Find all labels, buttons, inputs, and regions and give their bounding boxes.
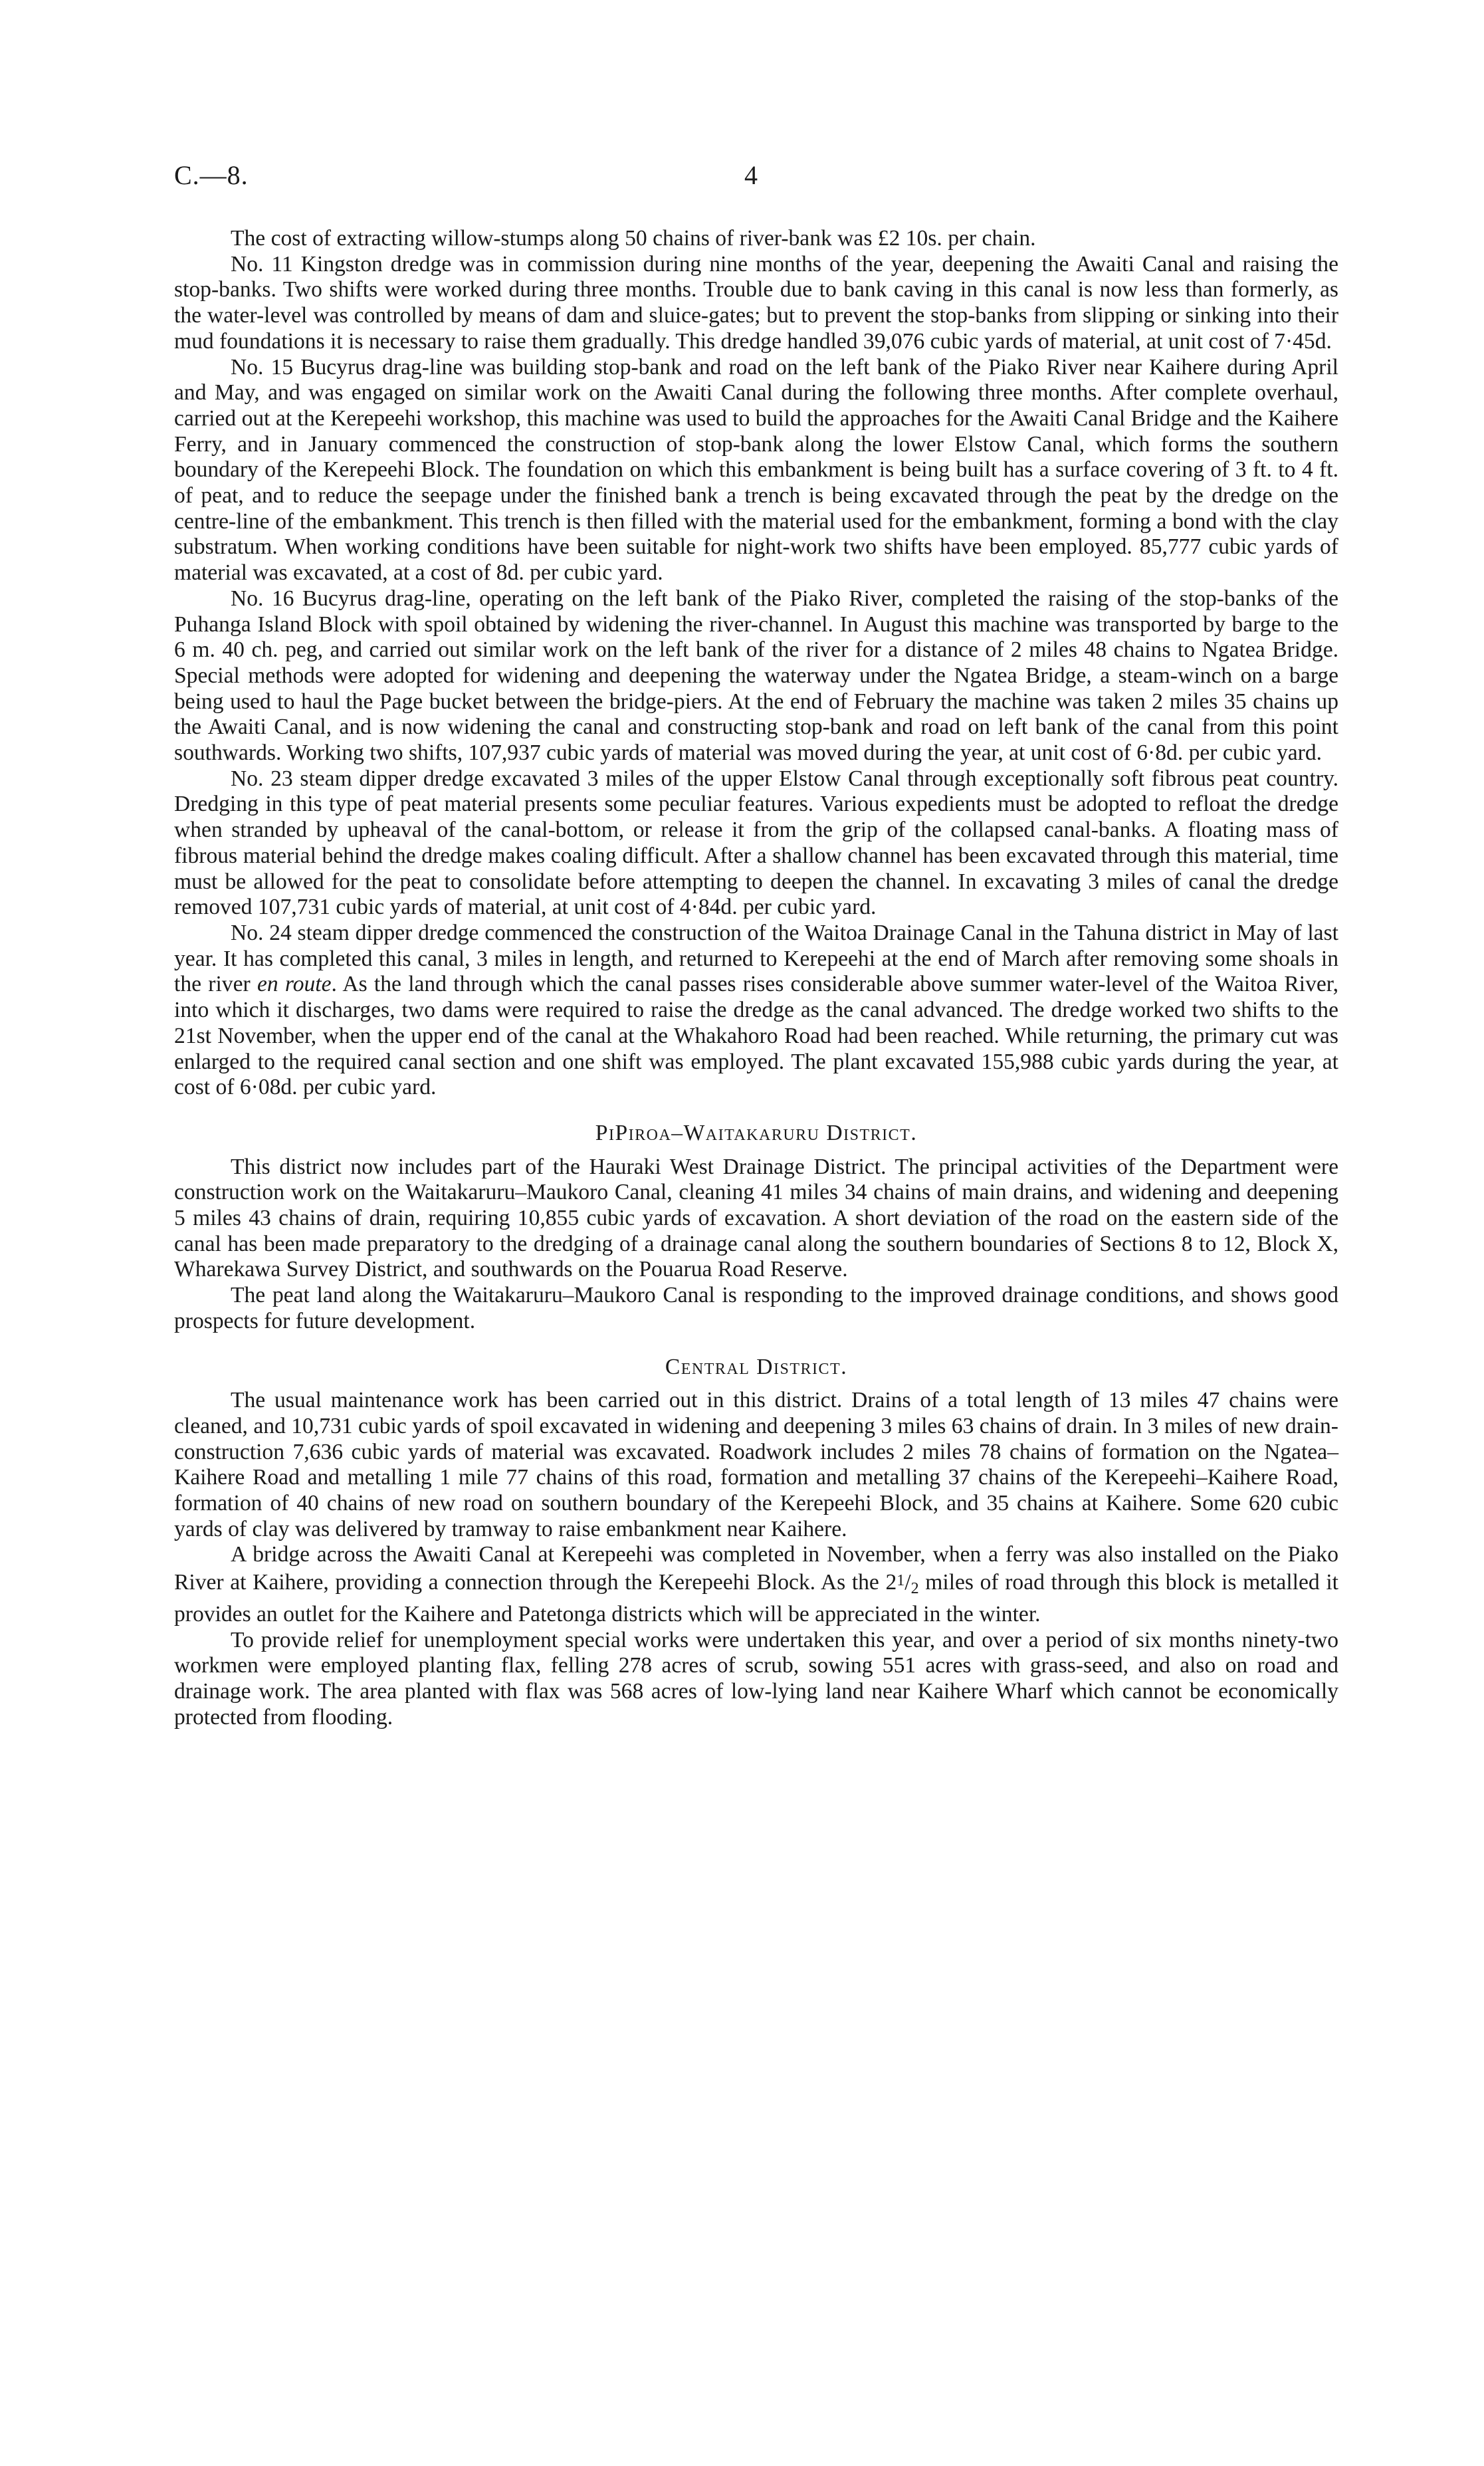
fraction-denominator: 2 bbox=[910, 1580, 919, 1598]
paragraph-bucyrus-16: No. 16 Bucyrus drag-line, operating on the left bank of the Piako River, completed the raising of the stop-banks of the Puhanga Island Block with spoil obtained by widening the river-channel. In August this machine was transported by barge to the 6 m. 40 ch. peg, and carried out similar work on the left bank of the river for a distance of 2 miles 48 chains to Ngatea Bridge. Special methods were adopted for widening and deepening the waterway under the Ngatea Bridge, a steam-winch on a barge being used to haul the Page bucket between the bridge-piers. At the end of February the machine was taken 2 miles 35 chains up the Awaiti Canal, and is now widening the canal and constructing stop-bank and road on left bank of the canal from this point southwards. Working two shifts, 107,937 cubic yards of material was moved during the year, at unit cost of 6·8d. per cubic yard. bbox=[174, 586, 1338, 766]
paragraph-dredge-23: No. 23 steam dipper dredge excavated 3 miles of the upper Elstow Canal through exceptionally soft fibrous peat country. Dredging in this type of peat material presents some peculiar features. Various expedients must be adopted to refloat the dredge when stranded by upheaval of the canal-bottom, or release it from the grip of the collapsed canal-banks. A floating mass of fibrous material behind the dredge makes coaling difficult. After a shallow channel has been excavated through this material, time must be allowed for the peat to consolidate before attempting to deepen the channel. In excavating 3 miles of canal the dredge removed 107,731 cubic yards of material, at unit cost of 4·84d. per cubic yard. bbox=[174, 766, 1338, 920]
paragraph-bridge-part2: miles of road through this block is metalled it provides an outlet for the Kaihere and Patetonga districts which will be appreciated in the winter. bbox=[174, 1570, 1338, 1626]
paragraph-bridge-part1: A bridge across the Awaiti Canal at Kerepeehi was completed in November, when a ferry was also installed on the Piako River at Kaihere, providing a connection through the Kerepeehi Block. As the 2 bbox=[174, 1542, 1338, 1595]
paragraph-unemployment-relief: To provide relief for unemployment special works were undertaken this year, and over a period of six months ninety-two workmen were employed planting flax, felling 278 acres of scrub, sowing 551 acres with grass-seed, and also on road and drainage work. The area planted with flax was 568 acres of low-lying land near Kaihere Wharf which cannot be economically protected from flooding. bbox=[174, 1627, 1338, 1730]
section-heading-central: Central District. bbox=[665, 1354, 848, 1379]
paragraph-willow-stumps: The cost of extracting willow-stumps along 50 chains of river-bank was £2 10s. per chain. bbox=[231, 226, 1036, 251]
paragraph-pipiroa-district: This district now includes part of the Hauraki West Drainage District. The principal activities of the Department were construction work on the Waitakaruru–Maukoro Canal, cleaning 41 miles 34 chains of main drains, and widening and deepening 5 miles 43 chains of drain, requiring 10,855 cubic yards of excavation. A short deviation of the road on the eastern side of the canal has been made preparatory to the dredging of a drainage canal along the southern boundaries of Sections 8 to 12, Block X, Wharekawa Survey District, and southwards on the Pouarua Road Reserve. bbox=[174, 1154, 1338, 1282]
paragraph-bucyrus-15: No. 15 Bucyrus drag-line was building stop-bank and road on the left bank of the Piako River near Kaihere during April and May, and was engaged on similar work on the Awaiti Canal during the following three months. After complete overhaul, carried out at the Kerepeehi workshop, this machine was used to build the approaches for the Awaiti Canal Bridge and the Kaihere Ferry, and in January commenced the construction of stop-bank along the lower Elstow Canal, which forms the southern boundary of the Kerepeehi Block. The foundation on which this embankment is being built has a surface covering of 3 ft. to 4 ft. of peat, and to reduce the seepage under the finished bank a trench is being excavated through the peat by the dredge on the centre-line of the embankment. This trench is then filled with the material used for the embankment, forming a bond with the clay substratum. When working conditions have been suitable for night-work two shifts have been employed. 85,777 cubic yards of material was excavated, at a cost of 8d. per cubic yard. bbox=[174, 354, 1338, 586]
paragraph-bridge: A bridge across the Awaiti Canal at Kerepeehi was completed in November, when a ferry was also installed on the Piako River at Kaihere, providing a connection through the Kerepeehi Block. As the 21/2 miles of road through this block is metalled it provides an outlet for the Kaihere and Patetonga districts which will be appreciated in the winter. bbox=[174, 1542, 1338, 1626]
document-reference: C.—8. bbox=[174, 160, 249, 190]
paragraph-dredge-24-part1: No. 24 steam dipper dredge commenced the construction of the Waitoa Drainage Canal in the Tahuna district in May of last year. It has completed this canal, 3 miles in length, and returned to Kerepeehi at the end of March after removing some shoals in the river bbox=[174, 920, 1338, 997]
body-text bbox=[174, 226, 1338, 1730]
section-heading-pipiroa: PiPiroa–Waitakaruru District. bbox=[595, 1120, 918, 1145]
paragraph-dredge-24-part2: . As the land through which the canal passes rises considerable above summer water-level of the Waitoa River, into which it discharges, two dams were required to raise the dredge as the canal advanced. The dredge worked two shifts to the 21st November, when the upper end of the canal at the Whakahoro Road had been reached. While returning, the primary cut was enlarged to the required canal section and one shift was employed. The plant excavated 155,988 cubic yards during the year, at cost of 6·08d. per cubic yard. bbox=[174, 972, 1338, 1100]
paragraph-central-maintenance: The usual maintenance work has been carried out in this district. Drains of a total length of 13 miles 47 chains were cleaned, and 10,731 cubic yards of spoil excavated in widening and deepening 3 miles 63 chains of drain. In 3 miles of new drain-construction 7,636 cubic yards of material was excavated. Roadwork includes 2 miles 78 chains of formation on the Ngatea–Kaihere Road and metalling 1 mile 77 chains of this road, formation and metalling 37 chains of the Kerepeehi–Kaihere Road, formation of 40 chains of new road on southern boundary of the Kerepeehi Block, and 35 chains at Kaihere. Some 620 cubic yards of clay was delivered by tramway to raise embankment near Kaihere. bbox=[174, 1388, 1338, 1541]
page-number: 4 bbox=[744, 160, 758, 190]
paragraph-peat-land: The peat land along the Waitakaruru–Maukoro Canal is responding to the improved drainage conditions, and shows good prospects for future development. bbox=[174, 1283, 1338, 1333]
paragraph-kingston-dredge: No. 11 Kingston dredge was in commission during nine months of the year, deepening the Awaiti Canal and raising the stop-banks. Two shifts were worked during three months. Trouble due to bank caving in this canal is now less than formerly, as the water-level was controlled by means of dam and sluice-gates; but to prevent the stop-banks from slipping or sinking into their mud foundations it is necessary to raise them gradually. This dredge handled 39,076 cubic yards of material, at unit cost of 7·45d. bbox=[174, 251, 1338, 354]
paragraph-dredge-24 bbox=[174, 921, 1338, 1101]
fraction-numerator: 1 bbox=[897, 1572, 905, 1590]
italic-en-route: en route bbox=[257, 972, 332, 997]
